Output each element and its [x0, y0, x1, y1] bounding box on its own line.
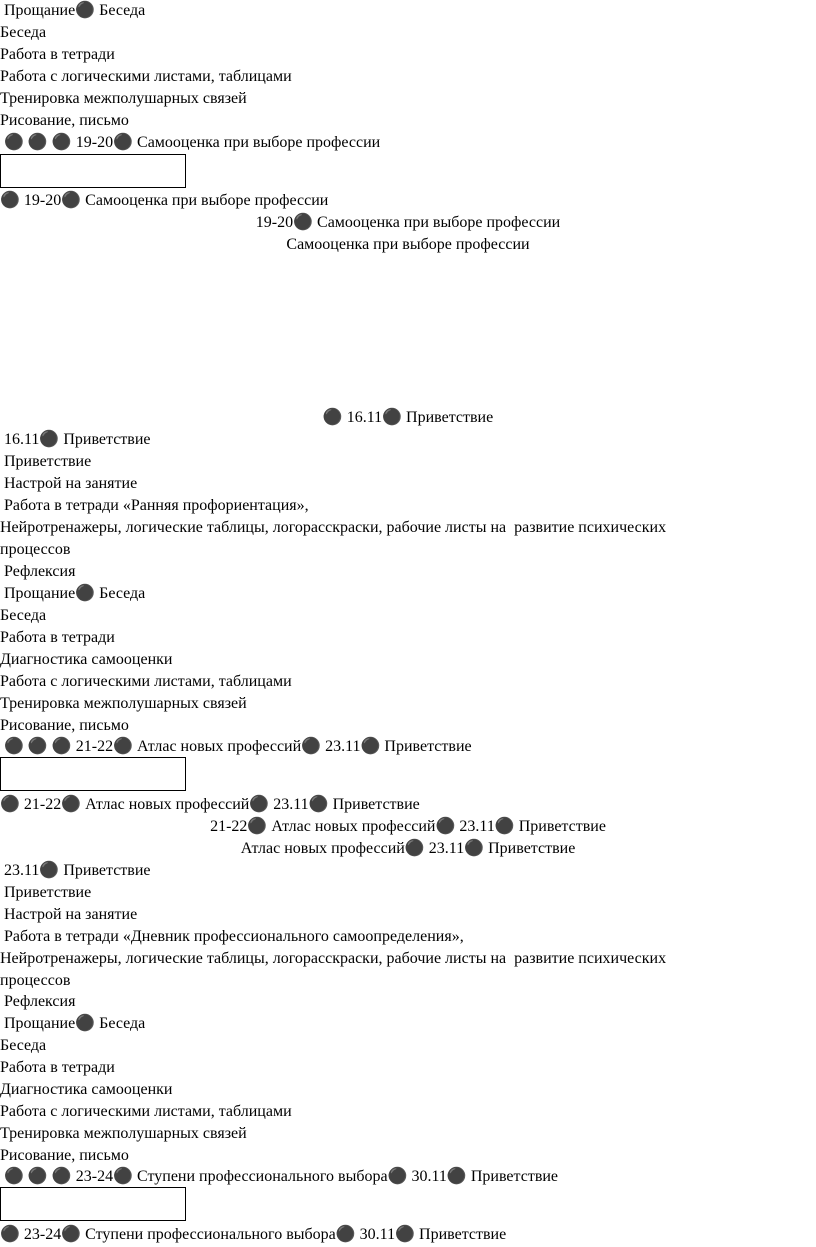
text-line: Приветствие: [0, 453, 92, 470]
centered-text-line: Самооценка при выборе профессии: [286, 236, 530, 253]
text-line: Нейротренажеры, логические таблицы, логорасскраски, рабочие листы на развитие психических: [0, 950, 667, 967]
text-line: Работа с логическими листами, таблицами: [0, 673, 292, 690]
text-line: Настрой на занятие: [0, 906, 138, 923]
text-line: Рисование, письмо: [0, 112, 129, 129]
text-line: Работа в тетради «Дневник профессионального самоопределения»,: [0, 928, 464, 945]
empty-frame-box: [0, 1187, 186, 1221]
text-line: ⚫ 19-20⚫ Самооценка при выборе профессии: [0, 192, 329, 209]
empty-frame-box: [0, 154, 186, 188]
text-line: ⚫ 23-24⚫ Ступени профессионального выбора⚫ 30.11⚫ Приветствие: [0, 1226, 507, 1243]
text-line: ⚫ ⚫ ⚫ 21-22⚫ Атлас новых профессий⚫ 23.11⚫ Приветствие: [0, 738, 472, 755]
text-line: ⚫ ⚫ ⚫ 19-20⚫ Самооценка при выборе профессии: [0, 134, 381, 151]
text-line: Прощание⚫ Беседа: [0, 1015, 146, 1032]
text-line: Рефлексия: [0, 563, 76, 580]
text-line: Рефлексия: [0, 993, 76, 1010]
text-line: Работа с логическими листами, таблицами: [0, 1103, 292, 1120]
text-line: ⚫ 21-22⚫ Атлас новых профессий⚫ 23.11⚫ Приветствие: [0, 796, 420, 813]
text-line: 16.11⚫ Приветствие: [0, 431, 151, 448]
text-line: Работа в тетради: [0, 46, 115, 63]
text-line: Настрой на занятие: [0, 475, 138, 492]
text-line: Тренировка межполушарных связей: [0, 90, 247, 107]
empty-frame-box: [0, 757, 186, 791]
text-line: Рисование, письмо: [0, 717, 129, 734]
text-line: Диагностика самооценки: [0, 651, 173, 668]
centered-text-line: Атлас новых профессий⚫ 23.11⚫ Приветствие: [240, 840, 576, 857]
text-line: Работа в тетради: [0, 1059, 115, 1076]
text-line: Приветствие: [0, 884, 92, 901]
text-line: Беседа: [0, 1037, 47, 1054]
text-line: Работа в тетради: [0, 629, 115, 646]
centered-text-line: ⚫ 16.11⚫ Приветствие: [322, 409, 494, 426]
text-line: Нейротренажеры, логические таблицы, логорасскраски, рабочие листы на развитие психических: [0, 519, 667, 536]
text-line: Рисование, письмо: [0, 1147, 129, 1164]
text-line: процессов: [0, 972, 71, 989]
text-line: процессов: [0, 541, 71, 558]
text-line: Тренировка межполушарных связей: [0, 695, 247, 712]
text-line: Прощание⚫ Беседа: [0, 585, 146, 602]
text-line: Прощание⚫ Беседа: [0, 2, 146, 19]
text-line: Беседа: [0, 24, 47, 41]
centered-text-line: 21-22⚫ Атлас новых профессий⚫ 23.11⚫ Приветствие: [210, 818, 606, 835]
text-line: Работа с логическими листами, таблицами: [0, 68, 292, 85]
text-line: Диагностика самооценки: [0, 1081, 173, 1098]
text-line: Работа в тетради «Ранняя профориентация»,: [0, 497, 309, 514]
text-line: 23.11⚫ Приветствие: [0, 862, 151, 879]
text-line: Тренировка межполушарных связей: [0, 1125, 247, 1142]
text-line: Беседа: [0, 607, 47, 624]
text-line: ⚫ ⚫ ⚫ 23-24⚫ Ступени профессионального выбора⚫ 30.11⚫ Приветствие: [0, 1168, 559, 1185]
centered-text-line: 19-20⚫ Самооценка при выборе профессии: [255, 214, 561, 231]
